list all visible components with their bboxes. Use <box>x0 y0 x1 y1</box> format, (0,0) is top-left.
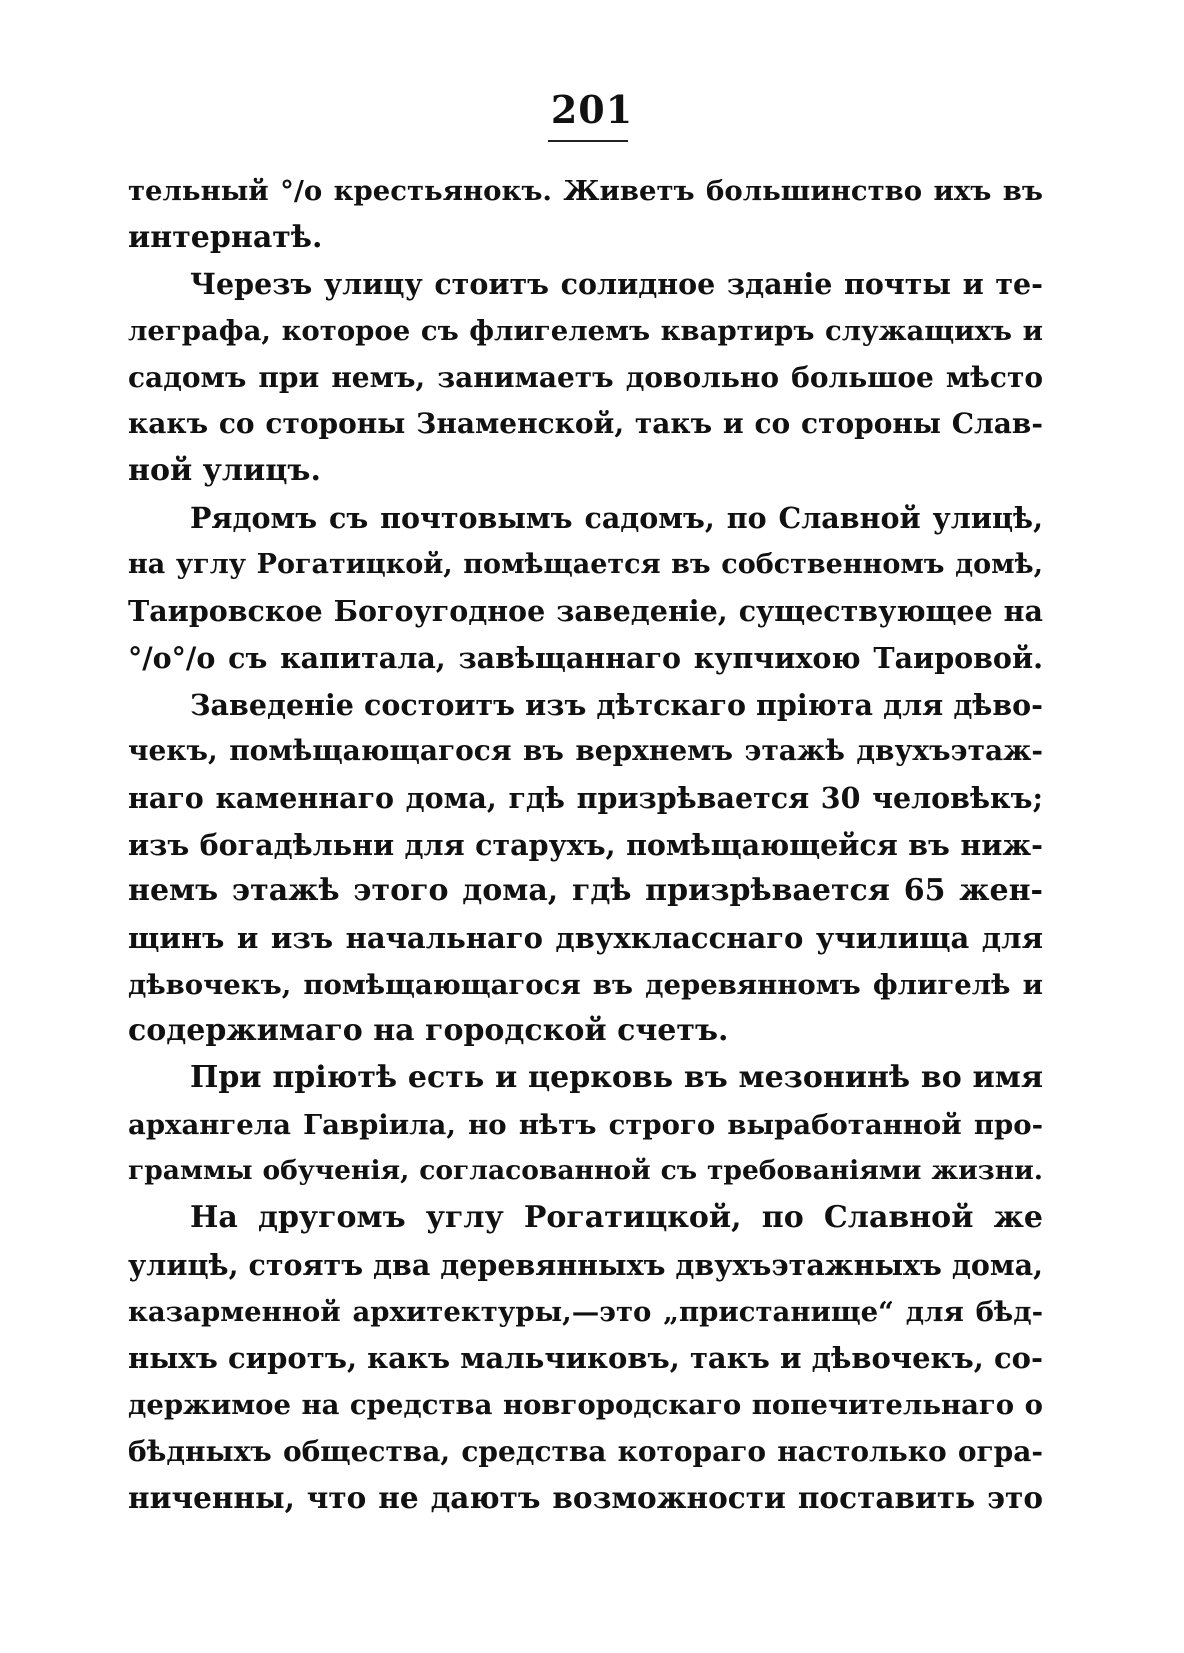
text-line: улицѣ, стоятъ два деревянныхъ двухъэтажныхъ дома, <box>128 1247 1043 1282</box>
text-line: тельный °/о крестьянокъ. Живетъ большинство ихъ въ <box>128 175 1043 207</box>
text-line: содержимаго на городской счетъ. <box>128 1013 729 1049</box>
text-line: казарменной архитектуры,—это „пристанище“ для бѣд- <box>128 1295 1043 1328</box>
text-line: дѣвочекъ, помѣщающагося въ деревянномъ флигелѣ и <box>128 968 1043 1001</box>
text-line: немъ этажѣ этого дома, гдѣ призрѣвается 65 жен- <box>128 873 1043 909</box>
text-line: Заведеніе состоитъ изъ дѣтскаго пріюта для дѣво- <box>190 687 1043 722</box>
text-line: интернатѣ. <box>128 219 323 255</box>
body-text <box>128 168 1043 1522</box>
text-line: На другомъ углу Рогатицкой, по Славной же <box>190 1200 1043 1236</box>
text-line: на углу Рогатицкой, помѣщается въ собственномъ домѣ, <box>128 548 1043 580</box>
text-line: леграфа, которое съ флигелемъ квартиръ служащихъ и <box>128 315 1043 348</box>
text-line: щинъ и изъ начальнаго двухкласснаго училища для <box>128 921 1043 955</box>
text-line: °/о°/о съ капитала, завѣщаннаго купчихою Таировой. <box>128 640 1043 675</box>
text-line: чекъ, помѣщающагося въ верхнемъ этажѣ двухъэтаж- <box>128 734 1043 768</box>
text-line: Таировское Богоугодное заведеніе, существующее на <box>128 594 1043 629</box>
text-line: Рядомъ съ почтовымъ садомъ, по Славной улицѣ, <box>190 500 1043 535</box>
text-line: граммы обученія, согласованной съ требованіями жизни. <box>128 1155 1043 1187</box>
text-line: ной улицъ. <box>128 453 321 489</box>
text-line: наго каменнаго дома, гдѣ призрѣвается 30 человѣкъ; <box>128 780 1043 815</box>
text-line: При пріютѣ есть и церковь въ мезонинѣ во имя <box>190 1060 1043 1096</box>
text-line: ныхъ сиротъ, какъ мальчиковъ, такъ и дѣвочекъ, со- <box>128 1341 1043 1376</box>
text-line: архангела Гавріила, но нѣтъ строго выработанной про- <box>128 1108 1043 1141</box>
text-line: бѣдныхъ общества, средства котораго настолько огра- <box>128 1434 1043 1468</box>
text-line: Черезъ улицу стоитъ солидное зданіе почты и те- <box>190 267 1043 302</box>
text-line: ниченны, что не даютъ возможности поставить это <box>128 1480 1043 1516</box>
text-line: какъ со стороны Знаменской, такъ и со стороны Слав- <box>128 407 1043 441</box>
text-line: садомъ при немъ, занимаетъ довольно большое мѣсто <box>128 360 1043 394</box>
page-number: 201 <box>550 87 634 132</box>
page-number-rule <box>548 140 628 142</box>
text-line: держимое на средства новгородскаго попечительнаго о <box>128 1388 1043 1421</box>
text-line: изъ богадѣльни для старухъ, помѣщающейся въ ниж- <box>128 827 1043 862</box>
